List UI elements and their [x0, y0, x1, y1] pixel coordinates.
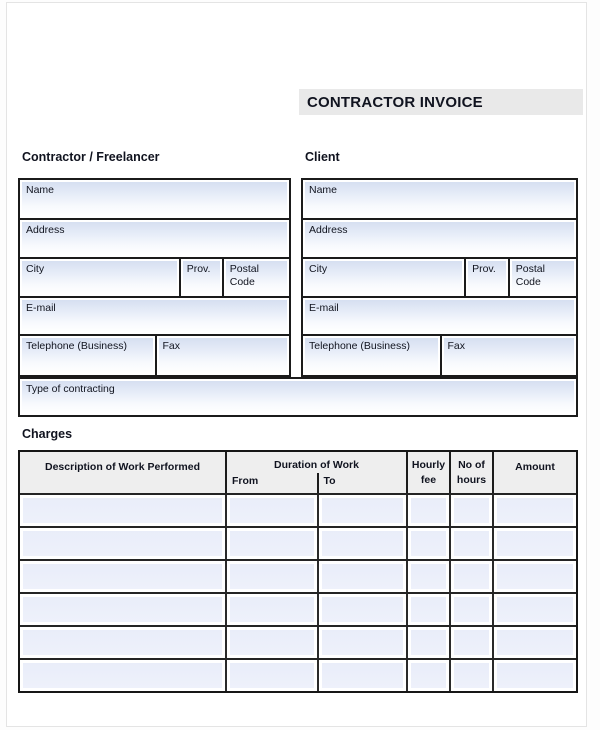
row2-hourly-fee-cell — [406, 528, 449, 559]
client-address-label: Address — [309, 224, 348, 236]
type-of-contracting-field — [20, 379, 576, 415]
row5-amount-cell — [492, 627, 576, 658]
row2-from-cell — [225, 528, 317, 559]
client-prov-field — [464, 259, 508, 296]
contractor-address-row — [20, 218, 289, 257]
header-duration-group — [225, 452, 406, 493]
client-name-field — [303, 180, 576, 218]
invoice-page — [6, 2, 587, 727]
charges-empty-row-3 — [20, 559, 576, 592]
client-telephone-row — [303, 334, 576, 375]
row4-from-cell — [225, 594, 317, 625]
contractor-name-row — [20, 180, 289, 218]
contractor-telephone-row — [20, 334, 289, 375]
row3-no-of-hours-cell — [449, 561, 492, 592]
document-title-bar — [299, 89, 583, 115]
contractor-telephone-field — [20, 336, 155, 375]
client-email-row — [303, 296, 576, 334]
client-prov-label: Prov. — [472, 263, 496, 275]
client-fax-field — [440, 336, 577, 375]
type-of-contracting-row — [18, 377, 578, 417]
row4-hourly-fee-cell — [406, 594, 449, 625]
charges-section-heading: Charges — [22, 427, 73, 441]
row1-to-cell — [317, 495, 406, 526]
document-title: CONTRACTOR INVOICE — [307, 93, 483, 111]
contractor-city-row — [20, 257, 289, 296]
row3-amount-cell — [492, 561, 576, 592]
charges-table — [18, 450, 578, 693]
charges-empty-row-5 — [20, 625, 576, 658]
row4-no-of-hours-cell — [449, 594, 492, 625]
charges-empty-row-6 — [20, 658, 576, 691]
client-email-label: E-mail — [309, 302, 339, 314]
row6-to-cell — [317, 660, 406, 691]
header-no-of-hours: No of hours — [449, 452, 492, 493]
client-city-label: City — [309, 263, 328, 275]
contractor-fax-field — [155, 336, 290, 375]
row1-from-cell — [225, 495, 317, 526]
row1-hourly-fee-cell — [406, 495, 449, 526]
row5-no-of-hours-cell — [449, 627, 492, 658]
client-city-field — [303, 259, 464, 296]
contractor-telephone-label: Telephone (Business) — [26, 340, 127, 352]
row5-hourly-fee-cell — [406, 627, 449, 658]
row6-amount-cell — [492, 660, 576, 691]
contractor-postal-code-field — [222, 259, 289, 296]
contractor-name-field — [20, 180, 289, 218]
client-postal-code-field — [508, 259, 576, 296]
row5-description-cell — [20, 627, 225, 658]
header-duration-subrow — [227, 473, 406, 493]
client-postal-code-label: Postal Code — [515, 263, 545, 288]
client-address-field — [303, 220, 576, 257]
charges-empty-row-2 — [20, 526, 576, 559]
row5-to-cell — [317, 627, 406, 658]
client-fax-label: Fax — [447, 340, 466, 352]
row6-no-of-hours-cell — [449, 660, 492, 691]
charges-empty-row-1 — [20, 493, 576, 526]
type-of-contracting-label: Type of contracting — [26, 383, 115, 395]
type-of-contracting-inner-row — [20, 379, 576, 415]
contractor-name-label: Name — [26, 184, 55, 196]
contractor-postal-code-label: Postal Code — [229, 263, 259, 288]
client-email-field — [303, 298, 576, 334]
client-address-row — [303, 218, 576, 257]
row4-to-cell — [317, 594, 406, 625]
client-details-table — [301, 178, 578, 377]
row1-description-cell — [20, 495, 225, 526]
row6-from-cell — [225, 660, 317, 691]
contractor-city-field — [20, 259, 179, 296]
contractor-details-table — [18, 178, 291, 377]
row2-to-cell — [317, 528, 406, 559]
contractor-fax-label: Fax — [162, 340, 181, 352]
contractor-prov-label: Prov. — [186, 263, 211, 275]
header-from: From — [232, 475, 259, 487]
client-telephone-label: Telephone (Business) — [309, 340, 410, 352]
header-description: Description of Work Performed — [45, 461, 200, 473]
row4-description-cell — [20, 594, 225, 625]
row2-amount-cell — [492, 528, 576, 559]
header-hourly-fee: Hourly fee — [406, 452, 449, 493]
contractor-address-label: Address — [26, 224, 65, 236]
row1-no-of-hours-cell — [449, 495, 492, 526]
row2-no-of-hours-cell — [449, 528, 492, 559]
row5-from-cell — [225, 627, 317, 658]
row3-from-cell — [225, 561, 317, 592]
charges-empty-row-4 — [20, 592, 576, 625]
contractor-prov-field — [179, 259, 222, 296]
contractor-city-label: City — [26, 263, 45, 275]
header-duration: Duration of Work — [274, 459, 359, 471]
row3-hourly-fee-cell — [406, 561, 449, 592]
contractor-address-field — [20, 220, 289, 257]
charges-table-header-row — [20, 452, 576, 493]
client-name-row — [303, 180, 576, 218]
client-city-row — [303, 257, 576, 296]
row2-description-cell — [20, 528, 225, 559]
row3-to-cell — [317, 561, 406, 592]
row3-description-cell — [20, 561, 225, 592]
contractor-email-row — [20, 296, 289, 334]
header-to: To — [317, 473, 407, 493]
client-name-label: Name — [309, 184, 338, 196]
row1-amount-cell — [492, 495, 576, 526]
header-amount: Amount — [492, 452, 576, 493]
client-section-heading: Client — [305, 150, 340, 164]
contractor-email-label: E-mail — [26, 302, 56, 314]
contractor-email-field — [20, 298, 289, 334]
row6-hourly-fee-cell — [406, 660, 449, 691]
client-telephone-field — [303, 336, 440, 375]
row6-description-cell — [20, 660, 225, 691]
row4-amount-cell — [492, 594, 576, 625]
contractor-section-heading: Contractor / Freelancer — [22, 150, 160, 164]
